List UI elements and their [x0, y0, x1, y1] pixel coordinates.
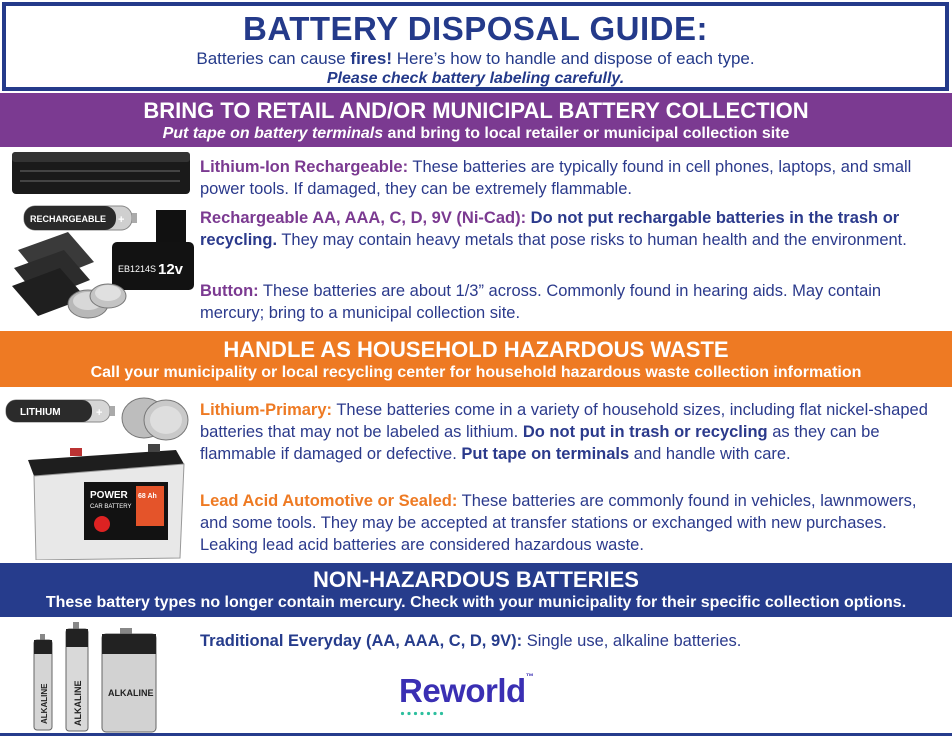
reworld-logo: Reworld™	[399, 672, 534, 709]
alkaline-text: Traditional Everyday (AA, AAA, C, D, 9V): Single use, alkaline batteries.	[200, 632, 742, 650]
nonhaz-section-banner	[0, 563, 952, 617]
car-battery-icon	[28, 444, 184, 560]
svg-text:ALKALINE: ALKALINE	[40, 683, 49, 724]
rechargeable-aa-icon	[24, 206, 137, 230]
alkaline-batteries-illustration	[30, 620, 170, 734]
svg-text:ALKALINE: ALKALINE	[73, 680, 83, 726]
button-battery-text: Button: These batteries are about 1/3” across. Commonly found in hearing aids. May contain mercury; bring to a municipal collection site.	[200, 282, 882, 322]
svg-text:CAR BATTERY: CAR BATTERY	[90, 504, 132, 510]
header-subtitle: Batteries can cause fires! Here’s how to handle and dispose of each type.	[196, 49, 755, 68]
lithium-ion-text: Lithium-Ion Rechargeable: These batteries are typically found in cell phones, laptops, and small power tools. If damaged, they can be extremely flammable.	[200, 158, 912, 198]
c-battery-icon	[102, 628, 156, 732]
hazard-section-banner	[0, 331, 952, 387]
svg-text:RECHARGEABLE: RECHARGEABLE	[30, 214, 107, 224]
header-subtitle-2: Please check battery labeling carefully.	[326, 70, 625, 87]
logo-dots-icon	[400, 711, 446, 716]
svg-text:ALKALINE: ALKALINE	[108, 688, 154, 698]
lithium-coin-icon	[122, 398, 188, 440]
svg-text:+: +	[118, 214, 125, 226]
hazard-section-subtitle: Call your municipality or local recycling center for household hazardous waste collection information	[90, 364, 862, 381]
hazard-batteries-illustration	[4, 392, 194, 560]
bottom-border	[0, 733, 952, 736]
hazard-section-title: HANDLE AS HOUSEHOLD HAZARDOUS WASTE	[223, 337, 729, 362]
lithium-primary-text: Lithium-Primary: These batteries come in a variety of household sizes, including flat nickel-shaped batteries that may not be labeled as lithium. Do not put in trash or recycling as they can be flammable if damaged or defective. Put tape on terminals and handle with care.	[200, 401, 928, 463]
svg-text:12v: 12v	[158, 261, 184, 278]
svg-text:+: +	[96, 407, 103, 419]
lead-acid-text: Lead Acid Automotive or Sealed: These batteries are commonly found in vehicles, lawnmowers, and some tools. They may be accepted at transfer stations or exchanged with new purchases. Leaking lead acid batteries are considered hazardous waste.	[200, 492, 917, 554]
retail-section-subtitle: Put tape on battery terminals and bring to local retailer or municipal collection site	[162, 125, 790, 142]
laptop-battery-icon	[12, 152, 190, 194]
nicad-text: Rechargeable AA, AAA, C, D, 9V (Ni-Cad): Do not put rechargable batteries in the trash or recycling. They may contain heavy metals that pose risks to human health and the environment.	[200, 209, 907, 249]
guide-header	[2, 2, 949, 91]
svg-text:POWER: POWER	[90, 490, 128, 501]
aaa-battery-icon	[66, 622, 88, 731]
svg-text:68 Ah: 68 Ah	[138, 493, 157, 500]
nonhaz-section-subtitle: These battery types no longer contain mercury. Check with your municipality for their specific collection options.	[45, 594, 907, 611]
svg-text:EB1214S: EB1214S	[118, 264, 157, 274]
svg-text:LITHIUM: LITHIUM	[20, 407, 61, 418]
retail-section-banner	[0, 93, 952, 147]
nonhaz-section-title: NON-HAZARDOUS BATTERIES	[313, 567, 639, 592]
page-title: BATTERY DISPOSAL GUIDE:	[243, 10, 708, 47]
lithium-cylinder-icon	[6, 400, 115, 422]
aa-battery-icon	[34, 634, 52, 730]
retail-batteries-illustration	[8, 150, 198, 330]
retail-section-title: BRING TO RETAIL AND/OR MUNICIPAL BATTERY COLLECTION	[143, 98, 809, 123]
